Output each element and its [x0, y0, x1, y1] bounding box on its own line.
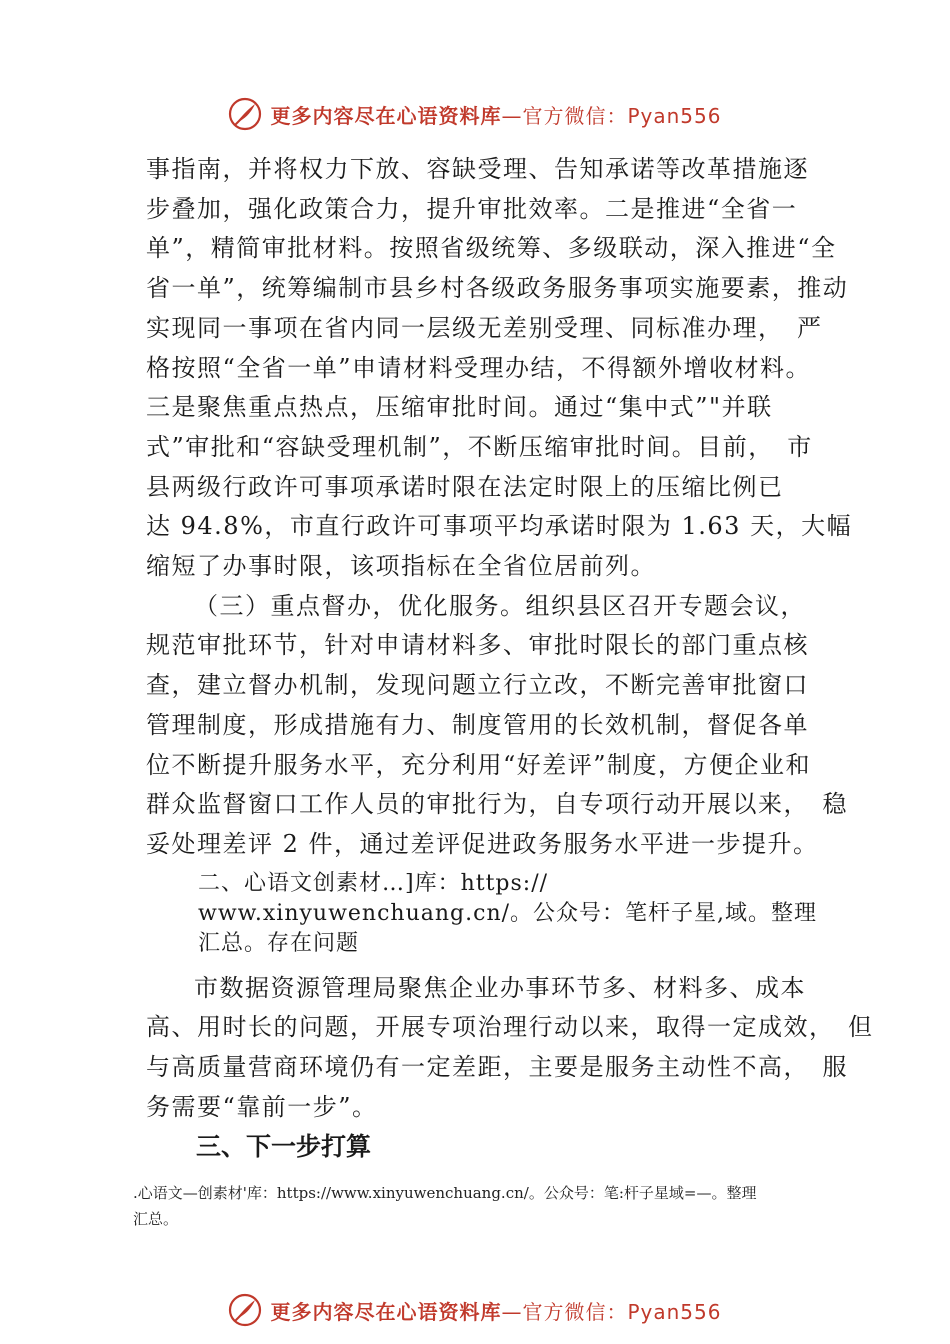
section-three-heading: 三、下一步打算	[196, 1132, 372, 1162]
banner-wechat: 官方微信：Pyan556	[522, 1299, 722, 1324]
banner-sep: —	[501, 1299, 523, 1324]
text-line: 管理制度，形成措施有力、制度管用的长效机制，督促各单	[146, 710, 809, 739]
text-line: 与高质量营商环境仍有一定差距，主要是服务主动性不高， 服	[146, 1053, 848, 1082]
text-line: 式”审批和“容缺受理机制”，不断压缩审批时间。目前， 市	[146, 432, 813, 461]
text-line: 缩短了办事时限，该项指标在全省位居前列。	[146, 552, 656, 581]
footnote-line: .心语文—创素材'库：https://www.xinyuwenchuang.cn/。公众号：笔:杆子星域=—。整理	[133, 1184, 757, 1202]
text-line: 市数据资源管理局聚焦企业办事环节多、材料多、成本	[194, 973, 806, 1002]
text-line: 三是聚焦重点热点，压缩审批时间。通过“集中式”"并联	[146, 393, 773, 422]
text-line: 省一单”，统筹编制市县乡村各级政务服务事项实施要素，推动	[146, 274, 849, 303]
text-line: 单”，精简审批材料。按照省级统筹、多级联动，深入推进“全	[146, 234, 837, 263]
quill-logo-icon	[228, 97, 262, 131]
footnote-line: 汇总。	[133, 1210, 179, 1228]
text-line: 事指南，并将权力下放、容缺受理、告知承诺等改革措施逐	[146, 155, 809, 183]
text-line: 格按照“全省一单”申请材料受理办结，不得额外增收材料。	[146, 353, 812, 382]
text-line: 实现同一事项在省内同一层级无差别受理、同标准办理， 严	[146, 313, 823, 342]
footnote	[133, 1180, 843, 1232]
footer-banner	[0, 1290, 950, 1330]
banner-text	[270, 100, 721, 129]
banner-main: 更多内容尽在心语资料库	[270, 1299, 502, 1324]
text-line: 高、用时长的问题，开展专项治理行动以来，取得一定成效， 但	[146, 1013, 874, 1042]
text-line: 位不断提升服务水平，充分利用“好差评”制度，方便企业和	[146, 750, 812, 779]
text-line: 务需要“靠前一步”。	[146, 1092, 378, 1121]
section-two-line: 二、心语文创素材…]库：https://	[198, 870, 549, 896]
section-two-line: www.xinyuwenchuang.cn/。公众号：笔杆子星,域。整理	[198, 900, 818, 926]
banner-text	[270, 1296, 721, 1325]
text-line: 规范审批环节，针对申请材料多、审批时限长的部门重点核	[146, 631, 809, 660]
banner-sep: —	[501, 103, 523, 128]
text-line: 查，建立督办机制，发现问题立行立改，不断完善审批窗口	[146, 671, 809, 700]
banner-main: 更多内容尽在心语资料库	[270, 103, 502, 128]
text-line: 群众监督窗口工作人员的审批行为，自专项行动开展以来， 稳	[146, 790, 848, 819]
text-line: 妥处理差评 2 件，通过差评促进政务服务水平进一步提升。	[146, 829, 819, 858]
text-line: 步叠加，强化政策合力，提升审批效率。二是推进“全省一	[146, 194, 798, 223]
banner-wechat: 官方微信：Pyan556	[522, 103, 722, 128]
subsection-title-line: （三）重点督办，优化服务。组织县区召开专题会议，	[194, 591, 806, 620]
header-banner	[0, 94, 950, 134]
document-body	[146, 150, 874, 1167]
section-two-line: 汇总。存在问题	[198, 930, 360, 956]
text-line: 达 94.8%，市直行政许可事项平均承诺时限为 1.63 天，大幅	[146, 512, 853, 541]
text-line: 县两级行政许可事项承诺时限在法定时限上的压缩比例已	[146, 472, 784, 501]
quill-logo-icon	[228, 1293, 262, 1327]
